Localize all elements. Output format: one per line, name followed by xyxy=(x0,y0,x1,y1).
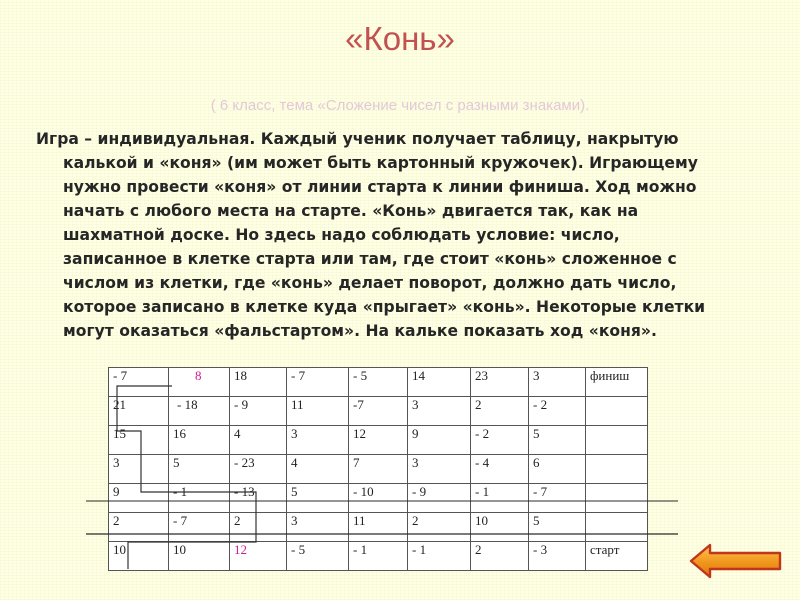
table-row xyxy=(109,542,648,571)
table-cell: - 18 xyxy=(169,397,230,426)
table-cell: 9 xyxy=(408,426,471,455)
table-cell: 10 xyxy=(471,513,529,542)
table-cell: - 2 xyxy=(529,397,586,426)
table-row xyxy=(109,368,648,397)
table-cell: 3 xyxy=(109,455,169,484)
table-cell: - 13 xyxy=(230,484,287,513)
table-cell xyxy=(586,513,648,542)
table-cell: - 9 xyxy=(230,397,287,426)
table-cell: - 2 xyxy=(471,426,529,455)
rules-line: начать с любого места на старте. «Конь» двигается так, как на xyxy=(63,202,639,220)
table-cell: - 1 xyxy=(349,542,408,571)
table-cell xyxy=(586,455,648,484)
table-row xyxy=(109,397,648,426)
table-cell: -7 xyxy=(349,397,408,426)
rules-line: Игра – индивидуальная. Каждый ученик получает таблицу, накрытую xyxy=(36,130,679,148)
table-row xyxy=(109,513,648,542)
rules-line: нужно провести «коня» от линии старта к линии финиша. Ход можно xyxy=(63,178,697,196)
table-cell: - 10 xyxy=(349,484,408,513)
table-cell xyxy=(586,397,648,426)
table-cell: 3 xyxy=(529,368,586,397)
table-cell: 8 xyxy=(169,368,230,397)
table-row xyxy=(109,484,648,513)
table-cell: 4 xyxy=(230,426,287,455)
table-cell: - 7 xyxy=(169,513,230,542)
table-cell: 2 xyxy=(109,513,169,542)
table-cell: 18 xyxy=(230,368,287,397)
rules-paragraph xyxy=(36,127,776,343)
table-cell: 7 xyxy=(349,455,408,484)
table-cell: 11 xyxy=(287,397,349,426)
table-cell: - 7 xyxy=(287,368,349,397)
table-cell: - 7 xyxy=(529,484,586,513)
table-cell: - 5 xyxy=(349,368,408,397)
start-cell: старт xyxy=(586,542,648,571)
table-cell: 9 xyxy=(109,484,169,513)
rules-line: числом из клетки, где «конь» делает поворот, должно дать число, xyxy=(63,274,677,292)
table-row xyxy=(109,455,648,484)
table-cell: 23 xyxy=(471,368,529,397)
table-cell: 2 xyxy=(471,397,529,426)
table-cell: 3 xyxy=(408,455,471,484)
table-cell: - 23 xyxy=(230,455,287,484)
table-cell: - 1 xyxy=(169,484,230,513)
table-cell: 12 xyxy=(349,426,408,455)
table-cell: 3 xyxy=(287,513,349,542)
table-cell: 2 xyxy=(471,542,529,571)
table-cell: - 4 xyxy=(471,455,529,484)
table-cell: - 3 xyxy=(529,542,586,571)
table-cell: 10 xyxy=(109,542,169,571)
table-cell: 6 xyxy=(529,455,586,484)
rules-line: которое записано в клетке куда «прыгает» «конь». Некоторые клетки xyxy=(63,298,706,316)
back-arrow-icon xyxy=(688,542,784,580)
table-cell: - 7 xyxy=(109,368,169,397)
table-cell: - 1 xyxy=(471,484,529,513)
table-cell: 15 xyxy=(109,426,169,455)
table-cell: - 1 xyxy=(408,542,471,571)
table-cell: - 5 xyxy=(287,542,349,571)
rules-line: записанное в клетке старта или там, где стоит «конь» сложенное с xyxy=(63,250,677,268)
table-cell: 5 xyxy=(169,455,230,484)
page-title: «Конь» xyxy=(345,20,455,57)
table-cell: 16 xyxy=(169,426,230,455)
finish-cell: финиш xyxy=(586,368,648,397)
table-cell: - 9 xyxy=(408,484,471,513)
table-cell: 12 xyxy=(230,542,287,571)
back-button[interactable] xyxy=(688,542,784,580)
table-cell: 11 xyxy=(349,513,408,542)
table-cell: 3 xyxy=(408,397,471,426)
table-cell: 5 xyxy=(529,513,586,542)
number-grid-table xyxy=(108,367,648,571)
table-cell: 2 xyxy=(230,513,287,542)
table-cell: 5 xyxy=(287,484,349,513)
table-cell: 5 xyxy=(529,426,586,455)
table-row xyxy=(109,426,648,455)
rules-line: шахматной доске. Но здесь надо соблюдать условие: число, xyxy=(63,226,620,244)
table-cell xyxy=(586,484,648,513)
table-cell: 3 xyxy=(287,426,349,455)
table-cell xyxy=(586,426,648,455)
table-cell: 10 xyxy=(169,542,230,571)
table-cell: 21 xyxy=(109,397,169,426)
table-cell: 14 xyxy=(408,368,471,397)
subtitle: ( 6 класс, тема «Сложение чисел с разными знаками). xyxy=(210,97,590,114)
table-cell: 2 xyxy=(408,513,471,542)
table-cell: 4 xyxy=(287,455,349,484)
rules-line: могут оказаться «фальстартом». На кальке показать ход «коня». xyxy=(63,322,657,340)
rules-line: калькой и «коня» (им может быть картонный кружочек). Играющему xyxy=(63,154,698,172)
